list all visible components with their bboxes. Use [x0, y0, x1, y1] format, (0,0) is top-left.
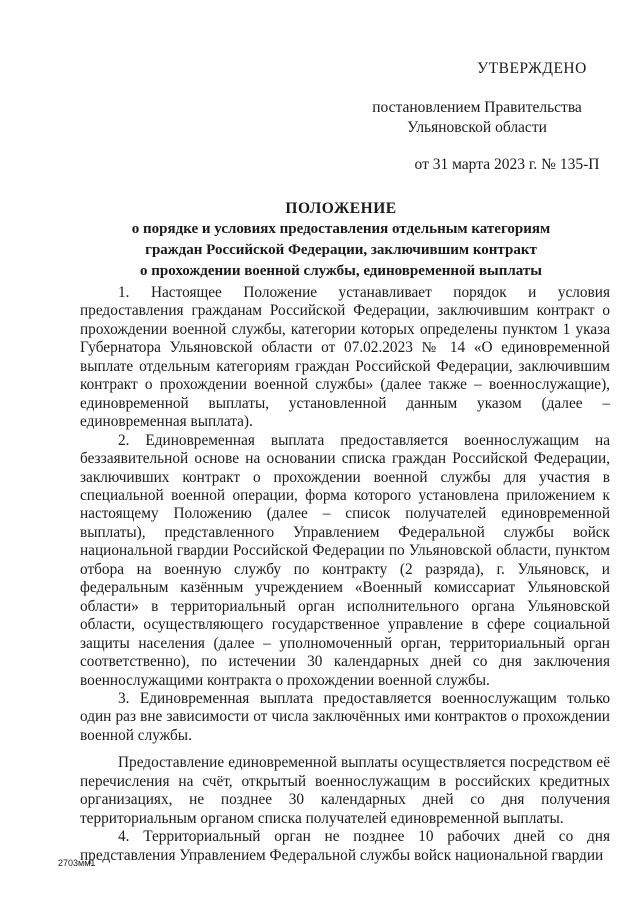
approval-title: УТВЕРЖДЕНО — [477, 60, 587, 77]
approval-date: от 31 марта 2023 г. № 135-П — [414, 156, 600, 173]
document-subtitle-line-1: о порядке и условиях предоставления отдельным категориям — [131, 221, 551, 237]
document-title: ПОЛОЖЕНИЕ — [285, 200, 397, 217]
footer-document-code: 2703мм1 — [58, 858, 96, 868]
paragraph-4: Предоставление единовременной выплаты осуществляется посредством её перечисления на счёт, открытый военнослужащим в российских кредитных организациях, не позднее 30 календарных дней со дня получения территориальным органом списка получателей единовременной выплаты. — [80, 754, 610, 827]
document-heading — [80, 198, 602, 282]
paragraph-2: 2. Единовременная выплата предоставляется военнослужащим на беззаявительной основе на основании списка граждан Российской Федерации, заключивших контракт о прохождении военной службы для участия в специальной военной операции, форма которого установлена приложением к настоящему Положению (далее – список получателей единовременной выплаты), представленного Управлением Федеральной службы войск национальной гвардии Российской Федерации по Ульяновской области, пунктом отбора на военную службу по контракту (2 разряда), г. Ульяновск, и федеральным казённым учреждением «Военный комиссариат Ульяновской области» в территориальный орган исполнительного органа Ульяновской области, осуществляющего государственное управление в сфере социальной защиты населения (далее – уполномоченный орган, территориальный орган соответственно), по истечении 30 календарных дней со дня заключения военнослужащими контракта о прохождении военной службы. — [80, 431, 610, 689]
approval-stamp — [352, 60, 602, 174]
approval-line-1: постановлением Правительства — [372, 99, 582, 116]
document-body — [80, 284, 610, 865]
document-subtitle-line-2: граждан Российской Федерации, заключившим контракт — [145, 242, 537, 258]
paragraph-1: 1. Настоящее Положение устанавливает порядок и условия предоставления гражданам Российской Федерации, заключившим контракт о прохождении военной службы, категории которых определены пунктом 1 указа Губернатора Ульяновской области от 07.02.2023 № 14 «О единовременной выплате отдельным категориям граждан Российской Федерации, заключившим контракт о прохождении военной службы» (далее также – военнослужащие), единовременной выплаты, установленной данным указом (далее – единовременная выплата). — [80, 284, 610, 431]
document-subtitle-line-3: о прохождении военной службы, единовременной выплаты — [140, 263, 542, 279]
paragraph-3: 3. Единовременная выплата предоставляется военнослужащим только один раз вне зависимости от числа заключённых ими контрактов о прохождении военной службы. — [80, 689, 610, 744]
paragraph-5: 4. Территориальный орган не позднее 10 рабочих дней со дня представления Управлением Федеральной службы войск национальной гвардии — [80, 828, 610, 864]
approval-line-2: Ульяновской области — [407, 119, 547, 136]
